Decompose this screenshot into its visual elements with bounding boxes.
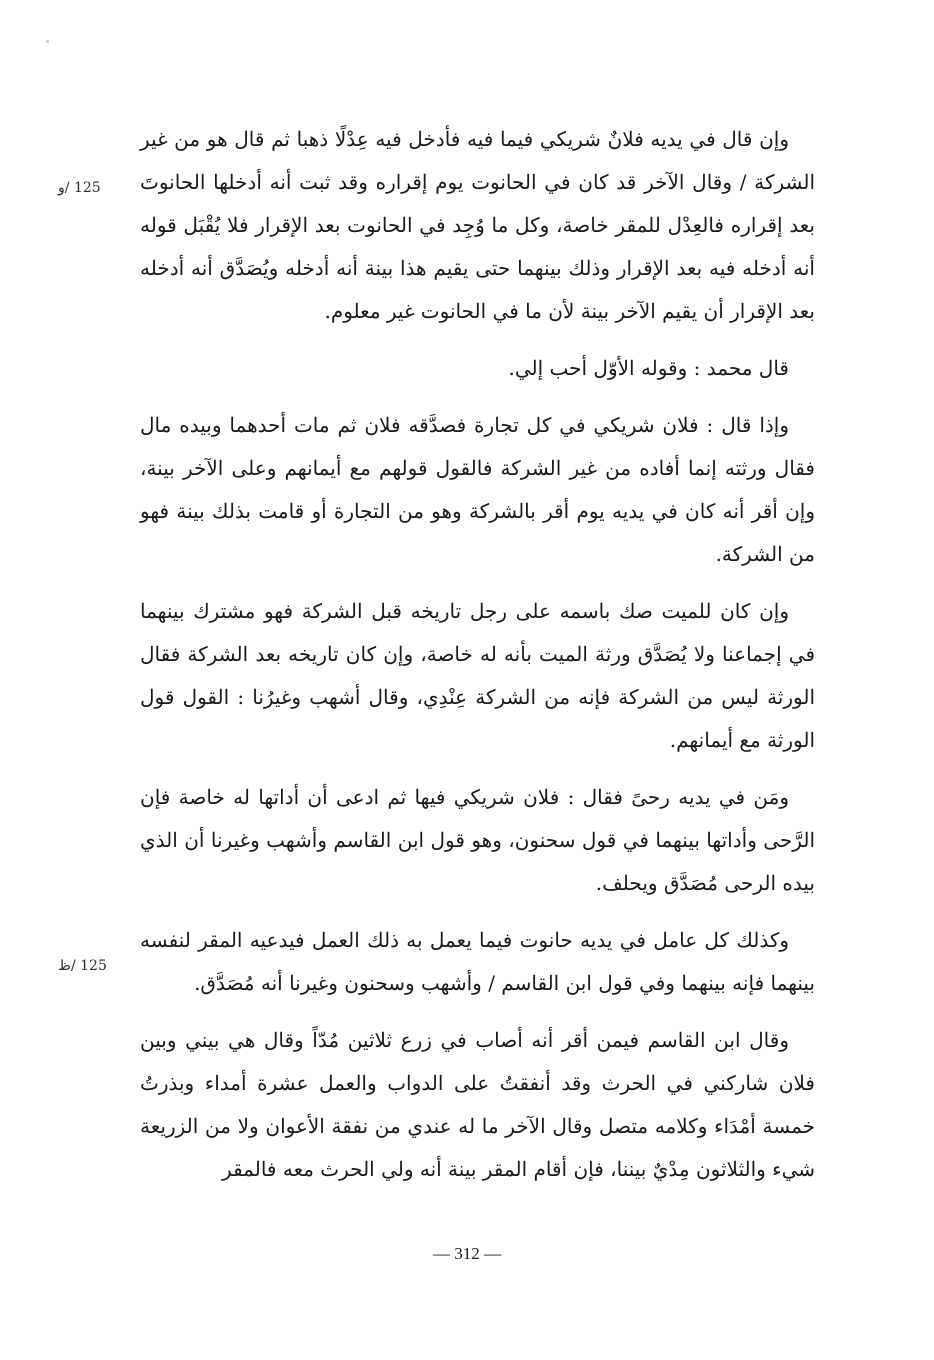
- paragraph-6: وكذلك كل عامل في يديه حانوت فيما يعمل به ذلك العمل فيدعيه المقر لنفسه بينهما فإنه بينهما وفي قول ابن القاسم / وأشهب وسحنون وغيرنا أنه مُصَدَّق.: [140, 928, 815, 995]
- paragraph-3: وإذا قال : فلان شريكي في كل تجارة فصدَّقه فلان ثم مات أحدهما وبيده مال فقال ورثته إنما أفاده من غير الشركة فالقول قولهم مع أيمانهم وعلى الآخر بينة، وإن أقر أنه كان في يديه يوم أقر بالشركة وهو من التجارة أو قامت بذلك بينة فهو من الشركة.: [140, 413, 815, 566]
- paragraph-1: وإن قال في يديه فلانٌ شريكي فيما فيه فأدخل فيه عِدْلًا ذهبا ثم قال هو من غير الشركة / وقال الآخر قد كان في الحانوت يوم إقراره وقد ثبت أنه أدخلها الحانوتَ بعد إقراره فالعِدْل للمقر خاصة، وكل ما وُجِد في الحانوت بعد الإقرار فلا يُقْبَل قوله أنه أدخله فيه بعد الإقرار وذلك بينهما حتى يقيم هذا بينة أنه أدخله ويُصَدَّق أنه أدخله بعد الإقرار أن يقيم الآخر بينة لأن ما في الحانوت غير معلوم.: [140, 127, 815, 323]
- margin-folio-note-1: 125 /و: [58, 180, 101, 196]
- paragraph-4: وإن كان للميت صك باسمه على رجل تاريخه قبل الشركة فهو مشترك بينهما في إجماعنا ولا يُصَدَّق ورثة الميت بأنه له خاصة، وإن كان تاريخه بعد الشركة فقال الورثة ليس من الشركة فإنه من الشركة عِنْدِي، وقال أشهب وغيرُنا : القول قول الورثة مع أيمانهم.: [140, 599, 815, 752]
- margin-folio-note-2: 125 /ظ: [58, 958, 107, 974]
- page-number: — 312 —: [433, 1244, 501, 1263]
- page-body: [140, 118, 815, 1205]
- paragraph-2: قال محمد : وقوله الأوّل أحب إلي.: [508, 356, 789, 380]
- paragraph-5: ومَن في يديه رحىً فقال : فلان شريكي فيها ثم ادعى أن أداتها له خاصة فإن الرَّحى وأداتها بينهما في قول سحنون، وهو قول ابن القاسم وأشهب وغيرنا أن الذي بيده الرحى مُصَدَّق ويحلف.: [140, 785, 815, 895]
- scan-dot: [46, 40, 49, 43]
- paragraph-7: وقال ابن القاسم فيمن أقر أنه أصاب في زرع ثلاثين مُدّاً وقال هي بيني وبين فلان شاركني في الحرث وقد أنفقتُ على الدواب والعمل عشرة أمداء وبذرتُ خمسة أمْدَاء وكلامه متصل وقال الآخر ما له عندي من نفقة الأعوان ولا من الزريعة شيء والثلاثون مِدْيٌ بيننا، فإن أقام المقر بينة أنه ولي الحرث معه فالمقر: [140, 1028, 815, 1181]
